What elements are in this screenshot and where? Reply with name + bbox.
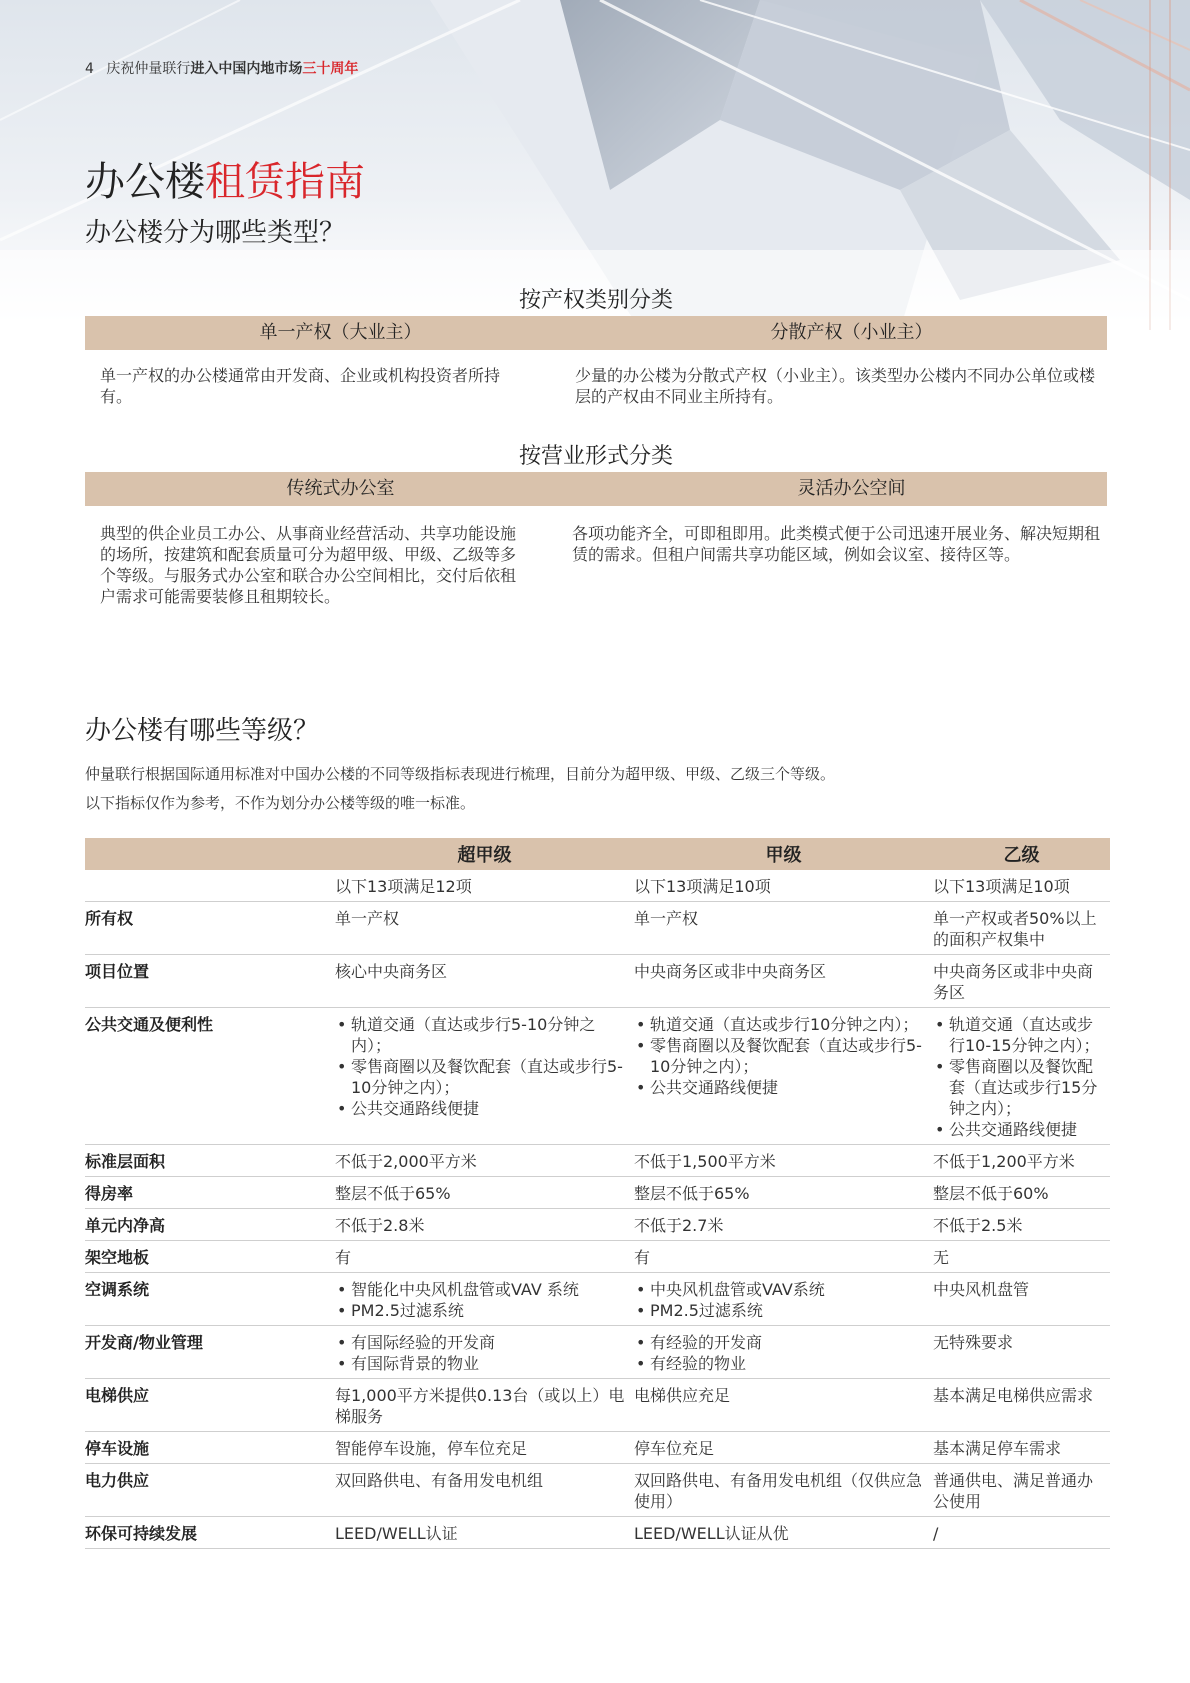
cell-grade-b: 不低于2.5米 [933, 1209, 1110, 1241]
section2-col1-heading: 传统式办公室 [286, 478, 395, 499]
cell-premium: 单一产权 [335, 902, 634, 955]
row-label: 架空地板 [85, 1241, 335, 1273]
cell-grade-b: 整层不低于60% [933, 1177, 1110, 1209]
row-label: 所有权 [85, 902, 335, 955]
bullet-list [933, 1014, 1102, 1140]
bullet-list [634, 1014, 925, 1098]
running-header [85, 58, 358, 78]
row-label: 标准层面积 [85, 1145, 335, 1177]
grades-intro [85, 760, 835, 818]
row-label: 停车设施 [85, 1432, 335, 1464]
cell-grade-a: 双回路供电、有备用发电机组（仅供应急使用） [634, 1464, 933, 1517]
row-label: 单元内净高 [85, 1209, 335, 1241]
bullet-list [335, 1014, 626, 1119]
grade-table-row [85, 1008, 1110, 1145]
cell-grade-b: 基本满足电梯供应需求 [933, 1379, 1110, 1432]
section1-col2-text: 少量的办公楼为分散式产权（小业主）。该类型办公楼内不同办公单位或楼层的产权由不同业主所持有。 [575, 366, 1096, 406]
bullet-item: • 零售商圈以及餐饮配套（直达或步行15分钟之内）； [933, 1056, 1102, 1119]
grade-table-header-row [85, 838, 1110, 870]
cell-grade-b [933, 1008, 1110, 1145]
criteria-grade-a: 以下13项满足10项 [634, 870, 933, 902]
row-label: 项目位置 [85, 955, 335, 1008]
header-text-red: 三十周年 [302, 61, 359, 77]
cell-grade-b: 基本满足停车需求 [933, 1432, 1110, 1464]
cell-grade-a [634, 1008, 933, 1145]
grade-table-header-blank [85, 838, 335, 870]
grade-table-row [85, 902, 1110, 955]
header-text: 庆祝仲量联行 [106, 61, 191, 77]
section2-col2-text: 各项功能齐全，可即租即用。此类模式便于公司迅速开展业务、解决短期租赁的需求。但租户间需共享功能区域，例如会议室、接待区等。 [572, 524, 1101, 564]
row-label: 电力供应 [85, 1464, 335, 1517]
section2-col2-heading: 灵活办公空间 [797, 478, 906, 499]
section2-title: 按营业形式分类 [518, 444, 673, 469]
grade-table-criteria-row [85, 870, 1110, 902]
cell-grade-a: LEED/WELL认证从优 [634, 1517, 933, 1549]
cell-grade-a: 电梯供应充足 [634, 1379, 933, 1432]
bullet-item: • PM2.5过滤系统 [335, 1300, 626, 1321]
grade-table-header-grade-a: 甲级 [634, 838, 933, 870]
bullet-item: • 零售商圈以及餐饮配套（直达或步行5-10分钟之内）； [335, 1056, 626, 1098]
grade-table-row [85, 1517, 1110, 1549]
cell-grade-a: 单一产权 [634, 902, 933, 955]
cell-premium: 不低于2.8米 [335, 1209, 634, 1241]
row-label: 电梯供应 [85, 1379, 335, 1432]
bullet-list [335, 1279, 626, 1321]
row-label: 空调系统 [85, 1273, 335, 1326]
grade-table-row [85, 1379, 1110, 1432]
section1-col1-text: 单一产权的办公楼通常由开发商、企业或机构投资者所持有。 [100, 366, 501, 406]
cell-premium: 智能停车设施，停车位充足 [335, 1432, 634, 1464]
grade-table-row [85, 1209, 1110, 1241]
cell-premium [335, 1326, 634, 1379]
grade-table-row [85, 955, 1110, 1008]
cell-grade-a [634, 1273, 933, 1326]
cell-grade-b: / [933, 1517, 1110, 1549]
bullet-item: • 公共交通路线便捷 [933, 1119, 1102, 1140]
cell-premium: 有 [335, 1241, 634, 1273]
cell-grade-b: 普通供电、满足普通办公使用 [933, 1464, 1110, 1517]
page-title-part2: 租赁指南 [205, 159, 365, 205]
bullet-list [634, 1279, 925, 1321]
bullet-item: • 智能化中央风机盘管或VAV 系统 [335, 1279, 626, 1300]
grade-table-row [85, 1464, 1110, 1517]
grade-table-row [85, 1432, 1110, 1464]
section-heading-types: 办公楼分为哪些类型？ [85, 218, 346, 248]
row-label: 得房率 [85, 1177, 335, 1209]
cell-grade-b: 不低于1,200平方米 [933, 1145, 1110, 1177]
bullet-item: • 轨道交通（直达或步行5-10分钟之内）； [335, 1014, 626, 1056]
row-label: 公共交通及便利性 [85, 1008, 335, 1145]
grade-table-criteria-label [85, 870, 335, 902]
cell-grade-a: 有 [634, 1241, 933, 1273]
bullet-item: • 有国际经验的开发商 [335, 1332, 626, 1353]
grade-table-row [85, 1177, 1110, 1209]
cell-premium: 核心中央商务区 [335, 955, 634, 1008]
bullet-item: • 有国际背景的物业 [335, 1353, 626, 1374]
cell-grade-a: 不低于1,500平方米 [634, 1145, 933, 1177]
grade-table-header-grade-b: 乙级 [933, 838, 1110, 870]
bullet-item: • 零售商圈以及餐饮配套（直达或步行5-10分钟之内）； [634, 1035, 925, 1077]
cell-premium: 整层不低于65% [335, 1177, 634, 1209]
section1-header-band [85, 316, 1107, 350]
bullet-item: • 轨道交通（直达或步行10分钟之内）； [634, 1014, 925, 1035]
bullet-item: • 有经验的开发商 [634, 1332, 925, 1353]
cell-premium: 每1,000平方米提供0.13台（或以上）电梯服务 [335, 1379, 634, 1432]
cell-premium: 不低于2,000平方米 [335, 1145, 634, 1177]
criteria-premium: 以下13项满足12项 [335, 870, 634, 902]
cell-premium [335, 1008, 634, 1145]
grades-intro-line2: 以下指标仅作为参考，不作为划分办公楼等级的唯一标准。 [85, 794, 476, 812]
section2-col1-text: 典型的供企业员工办公、从事商业经营活动、共享功能设施的场所，按建筑和配套质量可分为超甲级、甲级、乙级等多个等级。与服务式办公室和联合办公空间相比，交付后依租户需求可能需要装修且租期较长。 [100, 524, 517, 606]
cell-grade-a [634, 1326, 933, 1379]
cell-premium [335, 1273, 634, 1326]
cell-grade-b: 中央风机盘管 [933, 1273, 1110, 1326]
section-heading-grades: 办公楼有哪些等级？ [85, 716, 320, 746]
bullet-item: • 有经验的物业 [634, 1353, 925, 1374]
grade-table [85, 838, 1110, 1549]
grade-table-row [85, 1145, 1110, 1177]
section1-col2-heading: 分散产权（小业主） [770, 322, 933, 343]
bullet-item: • 轨道交通（直达或步行10-15分钟之内）； [933, 1014, 1102, 1056]
page-number: 4 [85, 61, 94, 77]
section1-title: 按产权类别分类 [518, 288, 673, 313]
cell-premium: 双回路供电、有备用发电机组 [335, 1464, 634, 1517]
bullet-item: • 公共交通路线便捷 [634, 1077, 925, 1098]
section2-header-band [85, 472, 1107, 506]
header-text-bold: 进入中国内地市场 [190, 61, 303, 77]
page-title [85, 150, 365, 207]
row-label: 环保可持续发展 [85, 1517, 335, 1549]
grade-table-row [85, 1273, 1110, 1326]
section1-col1-heading: 单一产权（大业主） [259, 322, 422, 343]
grade-table-row [85, 1241, 1110, 1273]
cell-premium: LEED/WELL认证 [335, 1517, 634, 1549]
cell-grade-b: 单一产权或者50%以上的面积产权集中 [933, 902, 1110, 955]
page-title-part1: 办公楼 [85, 159, 205, 205]
cell-grade-a: 整层不低于65% [634, 1177, 933, 1209]
cell-grade-a: 不低于2.7米 [634, 1209, 933, 1241]
grade-table-header-premium: 超甲级 [335, 838, 634, 870]
grade-table-row [85, 1326, 1110, 1379]
bullet-item: • PM2.5过滤系统 [634, 1300, 925, 1321]
row-label: 开发商/物业管理 [85, 1326, 335, 1379]
grade-table-body [85, 870, 1110, 1549]
cell-grade-b: 无 [933, 1241, 1110, 1273]
bullet-item: • 中央风机盘管或VAV系统 [634, 1279, 925, 1300]
cell-grade-b: 无特殊要求 [933, 1326, 1110, 1379]
cell-grade-a: 停车位充足 [634, 1432, 933, 1464]
bullet-list [634, 1332, 925, 1374]
cell-grade-b: 中央商务区或非中央商务区 [933, 955, 1110, 1008]
cell-grade-a: 中央商务区或非中央商务区 [634, 955, 933, 1008]
criteria-grade-b: 以下13项满足10项 [933, 870, 1110, 902]
grades-intro-line1: 仲量联行根据国际通用标准对中国办公楼的不同等级指标表现进行梳理，目前分为超甲级、甲级、乙级三个等级。 [85, 765, 836, 783]
bullet-item: • 公共交通路线便捷 [335, 1098, 626, 1119]
bullet-list [335, 1332, 626, 1374]
